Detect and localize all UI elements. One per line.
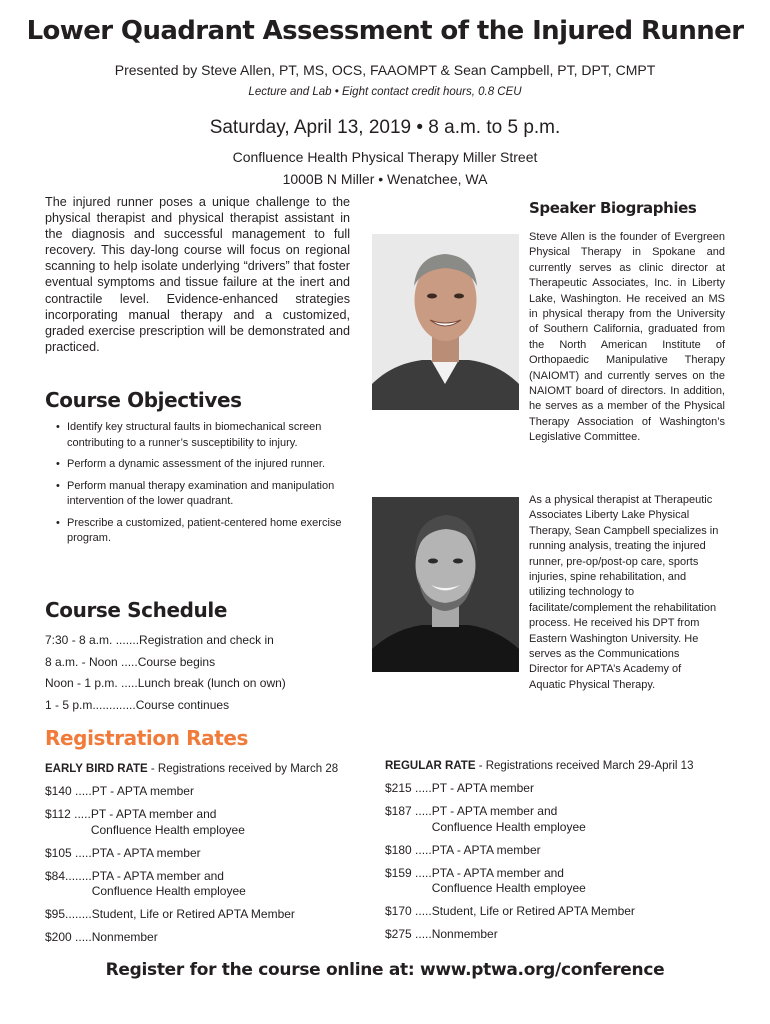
sean-campbell-photo: [372, 497, 519, 672]
rate-desc: Nonmember: [431, 927, 498, 941]
rate-desc: PTA - APTA member and: [91, 868, 224, 883]
early-bird-rates: [45, 784, 375, 946]
rate-price: $275 .....: [385, 927, 432, 941]
bullet-icon: •: [56, 516, 60, 529]
schedule-row: Noon - 1 p.m. .....Lunch break (lunch on own): [45, 676, 286, 690]
steve-allen-photo: [372, 234, 519, 410]
rate-row: [45, 869, 375, 900]
sean-campbell-bio: As a physical therapist at Therapeutic Associates Liberty Lake Physical Therapy, Sean Campbell specializes in running analysis, treating the injured runner, pre-op/post-op care, sports injuries, spine rehabilitation, and utilizing technology to facilitate/complement the rehabilitation process. He received his DPT from Eastern Washington University. He serves as the Communications Director for APTA’s Academy of Aquatic Physical Therapy.: [529, 494, 719, 691]
rate-row: [385, 781, 725, 797]
objectives-list: [56, 420, 346, 553]
rate-price: $95........: [45, 907, 92, 921]
regular-rates: [385, 781, 725, 943]
rate-price: $187 .....: [385, 804, 432, 818]
rate-desc-line2: Confluence Health employee: [431, 819, 586, 834]
rate-row: [385, 843, 725, 859]
rate-desc: Student, Life or Retired APTA Member: [431, 904, 635, 918]
schedule-row: 7:30 - 8 a.m. .......Registration and check in: [45, 633, 274, 647]
rate-desc: PTA - APTA member: [91, 845, 201, 860]
bullet-icon: •: [56, 479, 60, 492]
rate-row: [45, 807, 375, 838]
rate-price: $84........: [45, 868, 92, 883]
schedule-list: [45, 633, 345, 719]
rate-desc: Student, Life or Retired APTA Member: [91, 907, 295, 921]
regular-rate-label: REGULAR RATE: [385, 760, 476, 772]
rate-price: $140 .....: [45, 784, 92, 798]
rate-price: $180 .....: [385, 842, 432, 857]
objective-text: Perform a dynamic assessment of the injured runner.: [67, 458, 326, 470]
rate-price: $112 .....: [45, 807, 91, 821]
rate-desc-line2: Confluence Health employee: [431, 881, 586, 895]
rate-row: [385, 866, 725, 897]
page-title: Lower Quadrant Assessment of the Injured Runner: [26, 16, 744, 46]
course-intro: The injured runner poses a unique challenge to the physical therapist and physical therapist assistant in the diagnosis and successful management to full recovery. This day-long course will focus on regional scanning to help isolate underlying “drivers” that foster eventual symptoms and tissue failure at the inert and contractile level. Evidence-enhanced strategies incorporating manual therapy and a customized, graded exercise prescription will be demonstrated and practiced.: [45, 195, 350, 354]
rate-desc: PT - APTA member and: [90, 807, 217, 821]
registration-heading: Registration Rates: [45, 726, 249, 750]
rate-row: [45, 846, 375, 862]
bios-heading: Speaker Biographies: [529, 199, 697, 217]
objective-item: [56, 457, 346, 473]
rate-price: $159 .....: [385, 865, 432, 880]
schedule-heading: Course Schedule: [45, 598, 227, 622]
presenters-line: Presented by Steve Allen, PT, MS, OCS, FAAOMPT & Sean Campbell, PT, DPT, CMPT: [114, 62, 656, 78]
location-address: 1000B N Miller • Wenatchee, WA: [282, 171, 488, 187]
objective-text: Perform manual therapy examination and manipulation intervention of the lower quadrant.: [67, 479, 335, 507]
objective-text: Identify key structural faults in biomechanical screen contributing to a runner’s susceptibility to injury.: [67, 421, 322, 449]
bullet-icon: •: [56, 421, 60, 433]
rate-desc-line2: Confluence Health employee: [90, 822, 245, 837]
objective-text: Prescribe a customized, patient-centered home exercise program.: [67, 516, 342, 544]
regular-rate-heading: [385, 760, 693, 772]
rate-price: $170 .....: [385, 904, 432, 918]
rate-desc: PT - APTA member: [91, 784, 194, 798]
rate-row: [45, 907, 375, 923]
rate-desc: PTA - APTA member and: [431, 865, 564, 880]
steve-allen-bio: Steve Allen is the founder of Evergreen Physical Therapy in Spokane and currently serves as clinic director at Therapeutic Associates, Inc. in Liberty Lake, Washington. He received an MS in physical therapy from the University of Southern California, graduated from the North American Institute of Orthopaedic Manipulative Therapy (NAIOMT) and currently serves on the NAIOMT board of directors. In addition, he serves as a member of the Physical Therapy Association of Washington’s Legislative Committee.: [529, 231, 725, 444]
rate-desc: PT - APTA member and: [431, 804, 558, 818]
rate-price: $105 .....: [45, 845, 92, 860]
objectives-heading: Course Objectives: [45, 388, 242, 412]
course-tagline: Lecture and Lab • Eight contact credit hours, 0.8 CEU: [248, 86, 522, 98]
objective-item: [56, 420, 346, 451]
rate-price: $200 .....: [45, 930, 92, 944]
rate-row: [45, 784, 375, 800]
schedule-row: 1 - 5 p.m.............Course continues: [45, 697, 230, 712]
rate-desc: PT - APTA member: [431, 781, 534, 795]
objective-item: [56, 479, 346, 510]
rate-row: [385, 804, 725, 835]
regular-rate-deadline: - Registrations received March 29-April 13: [475, 760, 694, 772]
rate-desc-line2: Confluence Health employee: [91, 884, 246, 898]
rate-desc: PTA - APTA member: [431, 842, 541, 857]
rate-price: $215 .....: [385, 781, 432, 795]
rate-row: [385, 904, 725, 920]
location-venue: Confluence Health Physical Therapy Miller Street: [232, 149, 538, 165]
early-bird-deadline: - Registrations received by March 28: [147, 763, 339, 775]
rate-row: [45, 930, 375, 946]
early-bird-heading: [45, 763, 338, 775]
schedule-row: 8 a.m. - Noon .....Course begins: [45, 654, 216, 669]
rate-row: [385, 927, 725, 943]
early-bird-label: EARLY BIRD RATE: [45, 763, 148, 775]
register-online-link[interactable]: Register for the course online at: www.ptwa.org/conference: [105, 960, 665, 980]
course-date: Saturday, April 13, 2019 • 8 a.m. to 5 p.m.: [209, 117, 561, 138]
objective-item: [56, 516, 346, 547]
rate-desc: Nonmember: [91, 930, 158, 944]
bullet-icon: •: [56, 458, 60, 470]
